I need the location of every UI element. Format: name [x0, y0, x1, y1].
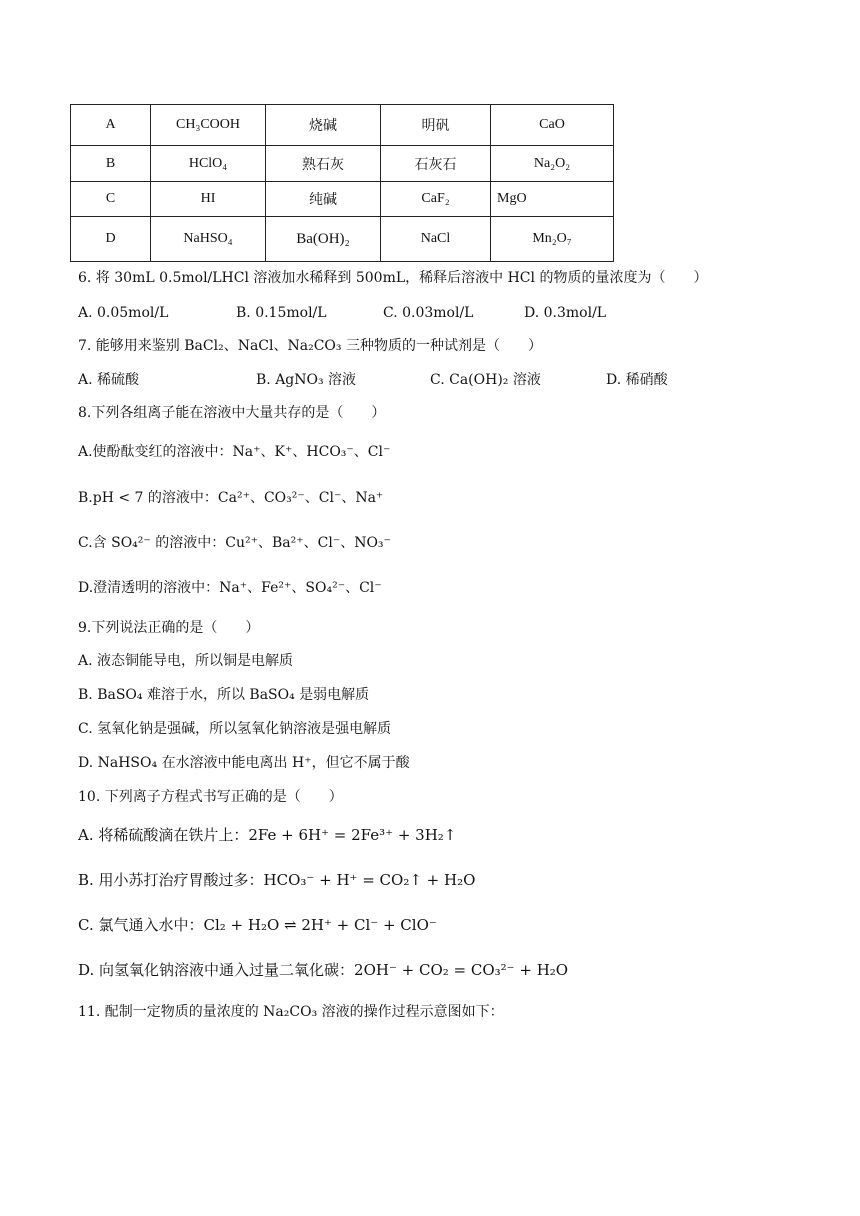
question-6-stem: 6. 将 30mL 0.5mol/LHCl 溶液加水稀释到 500mL，稀释后溶液中 HCl 的物质的量浓度为（ ） [78, 270, 708, 286]
question-7-option-d: D. 稀硝酸 [606, 372, 668, 388]
table-cell: CaF₂ [381, 182, 491, 217]
question-6-option-c: C. 0.03mol/L [383, 305, 474, 321]
table-cell: NaHSO₄ [151, 217, 266, 262]
question-8-option-c: C.含 SO₄²⁻ 的溶液中：Cu²⁺、Ba²⁺、Cl⁻、NO₃⁻ [78, 535, 391, 551]
question-9-stem: 9.下列说法正确的是（ ） [78, 620, 260, 636]
table-cell: MgO [491, 182, 614, 217]
table-cell: 石灰石 [381, 146, 491, 182]
question-7-option-a: A. 稀硫酸 [78, 372, 140, 388]
row-label: C [71, 182, 151, 217]
question-9-option-b: B. BaSO₄ 难溶于水，所以 BaSO₄ 是弱电解质 [78, 687, 370, 703]
table-cell: 烧碱 [266, 105, 381, 146]
row-label: B [71, 146, 151, 182]
table-cell: Na₂O₂ [491, 146, 614, 182]
question-6-option-a: A. 0.05mol/L [78, 305, 169, 321]
table-cell: Ba(OH)₂ [266, 217, 381, 262]
question-8-option-b: B.pH < 7 的溶液中：Ca²⁺、CO₃²⁻、Cl⁻、Na⁺ [78, 490, 384, 506]
row-label: A [71, 105, 151, 146]
table-row [71, 105, 614, 146]
question-9-option-a: A. 液态铜能导电，所以铜是电解质 [78, 653, 294, 669]
question-9-option-c: C. 氢氧化钠是强碱，所以氢氧化钠溶液是强电解质 [78, 721, 392, 737]
question-7-option-b: B. AgNO₃ 溶液 [256, 372, 357, 388]
table-cell: NaCl [381, 217, 491, 262]
substance-classification-table [70, 104, 614, 262]
question-7-option-c: C. Ca(OH)₂ 溶液 [430, 372, 541, 388]
table-row [71, 182, 614, 217]
question-11-stem: 11. 配制一定物质的量浓度的 Na₂CO₃ 溶液的操作过程示意图如下： [78, 1004, 504, 1020]
table-cell: 明矾 [381, 105, 491, 146]
question-10-option-d: D. 向氢氧化钠溶液中通入过量二氧化碳：2OH⁻ + CO₂ = CO₃²⁻ + H₂O [78, 961, 569, 979]
table-cell: HClO₄ [151, 146, 266, 182]
table-cell: HI [151, 182, 266, 217]
table-row [71, 146, 614, 182]
table-cell: CH₃COOH [151, 105, 266, 146]
question-6-option-b: B. 0.15mol/L [236, 305, 327, 321]
question-8-option-d: D.澄清透明的溶液中：Na⁺、Fe²⁺、SO₄²⁻、Cl⁻ [78, 580, 382, 596]
question-8-stem: 8.下列各组离子能在溶液中大量共存的是（ ） [78, 405, 386, 421]
question-10-option-a: A. 将稀硫酸滴在铁片上：2Fe + 6H⁺ = 2Fe³⁺ + 3H₂↑ [78, 826, 457, 844]
question-10-option-b: B. 用小苏打治疗胃酸过多：HCO₃⁻ + H⁺ = CO₂↑ + H₂O [78, 871, 476, 889]
table-cell: 熟石灰 [266, 146, 381, 182]
table-cell: Mn₂O₇ [491, 217, 614, 262]
question-8-option-a: A.使酚酞变红的溶液中：Na⁺、K⁺、HCO₃⁻、Cl⁻ [78, 444, 391, 460]
table-cell: 纯碱 [266, 182, 381, 217]
question-10-option-c: C. 氯气通入水中：Cl₂ + H₂O ⇌ 2H⁺ + Cl⁻ + ClO⁻ [78, 916, 437, 934]
question-9-option-d: D. NaHSO₄ 在水溶液中能电离出 H⁺，但它不属于酸 [78, 755, 410, 771]
table-row [71, 217, 614, 262]
question-10-stem: 10. 下列离子方程式书写正确的是（ ） [78, 789, 343, 805]
row-label: D [71, 217, 151, 262]
question-6-option-d: D. 0.3mol/L [524, 305, 607, 321]
question-7-stem: 7. 能够用来鉴别 BaCl₂、NaCl、Na₂CO₃ 三种物质的一种试剂是（ ） [78, 338, 542, 354]
table-cell: CaO [491, 105, 614, 146]
